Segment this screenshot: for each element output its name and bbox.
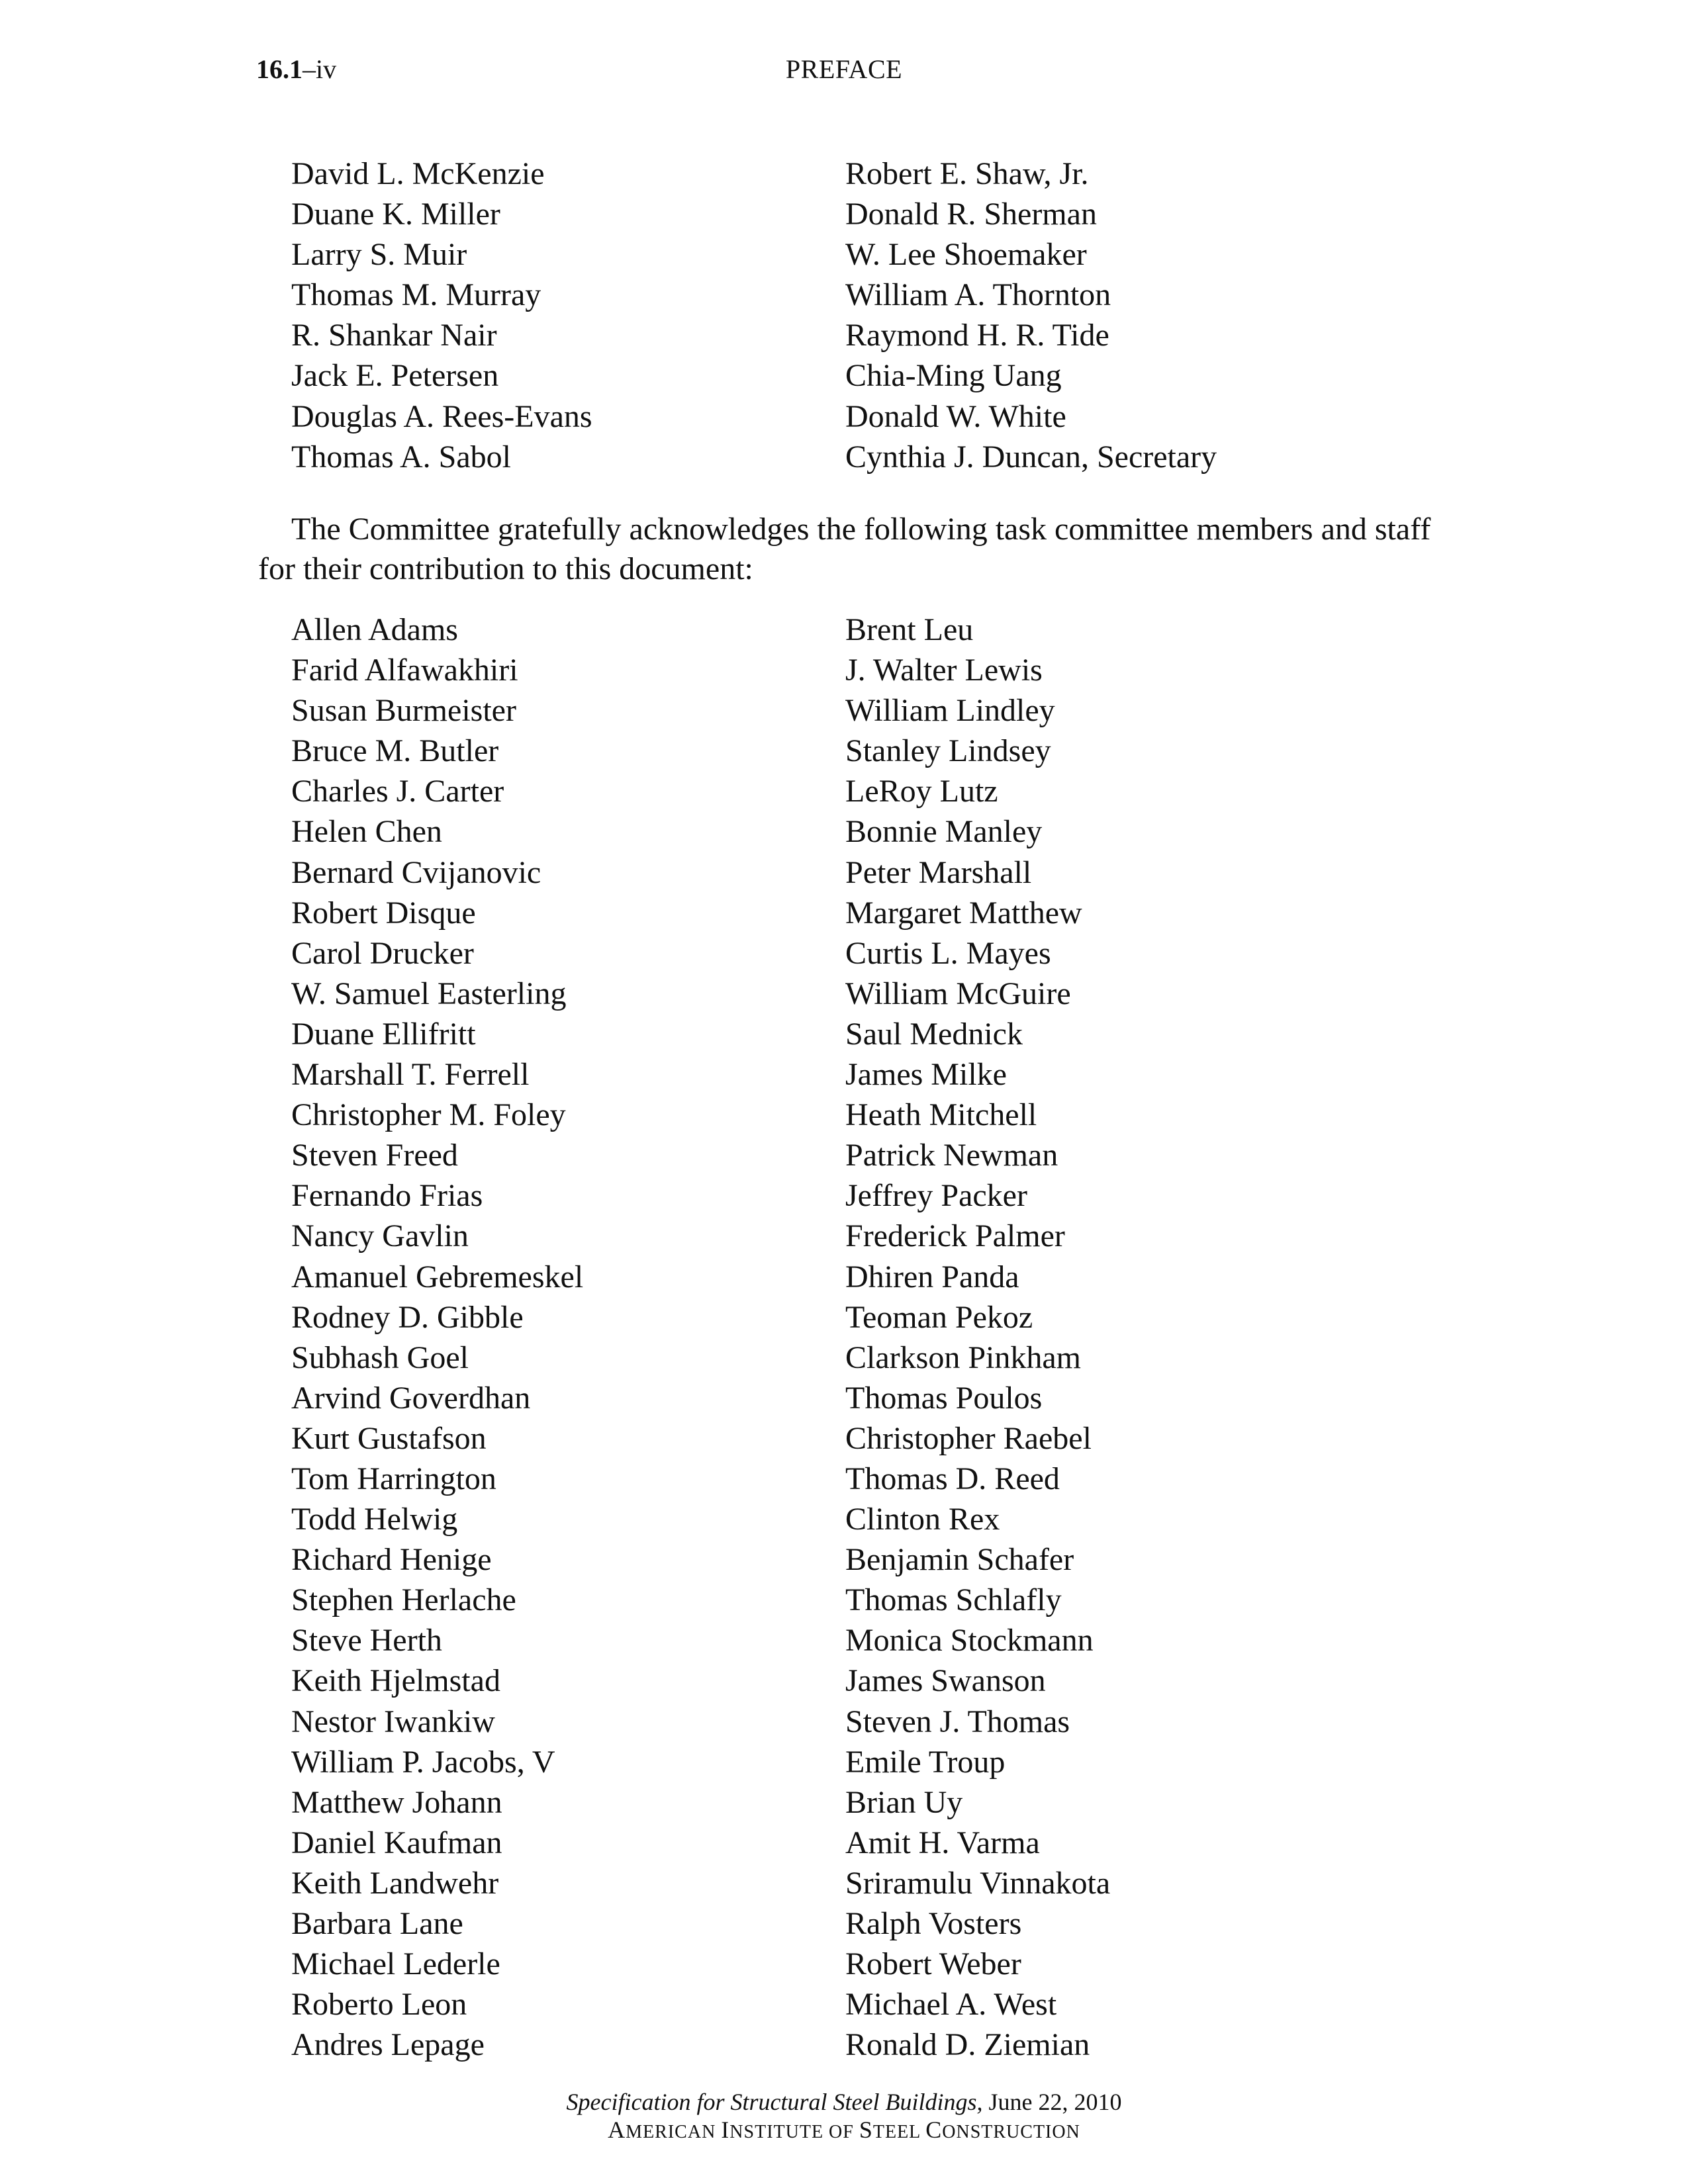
publisher-initial: C: [925, 2116, 943, 2143]
name-item: Kurt Gustafson: [291, 1420, 487, 1456]
name-item: Michael Lederle: [291, 1946, 500, 1982]
name-item: Ralph Vosters: [845, 1906, 1022, 1941]
name-item: Bonnie Manley: [845, 814, 1043, 850]
name-item: Clinton Rex: [845, 1502, 1000, 1537]
task-committee-list-right: [845, 610, 1110, 2065]
publisher-rest: TEEL: [872, 2122, 926, 2142]
name-item: Helen Chen: [291, 814, 442, 850]
footer-spec-title: Specification for Structural Steel Buildings,: [566, 2089, 983, 2115]
name-item: Allen Adams: [291, 612, 458, 647]
name-item: Robert Weber: [845, 1946, 1021, 1982]
name-item: Carol Drucker: [291, 935, 474, 971]
name-item: Marshall T. Ferrell: [291, 1057, 530, 1093]
name-item: William McGuire: [845, 976, 1071, 1011]
name-item: J. Walter Lewis: [845, 653, 1043, 688]
name-item: Bernard Cvijanovic: [291, 854, 541, 890]
name-item: Todd Helwig: [291, 1502, 458, 1537]
name-item: Saul Mednick: [845, 1016, 1023, 1052]
name-item: Susan Burmeister: [291, 693, 516, 729]
name-item: Jack E. Petersen: [291, 358, 499, 394]
name-item: Douglas A. Rees-Evans: [291, 398, 592, 434]
name-item: Stanley Lindsey: [845, 733, 1051, 769]
publisher-rest: MERICAN: [626, 2122, 722, 2142]
name-item: Robert Disque: [291, 895, 476, 931]
name-item: R. Shankar Nair: [291, 318, 497, 353]
committee-list-left: [291, 154, 592, 477]
name-item: Arvind Goverdhan: [291, 1380, 531, 1416]
name-item: Nestor Iwankiw: [291, 1704, 495, 1739]
name-item: James Swanson: [845, 1663, 1046, 1699]
name-item: Steve Herth: [291, 1623, 442, 1659]
name-item: William P. Jacobs, V: [291, 1744, 555, 1780]
name-item: Christopher M. Foley: [291, 1097, 566, 1133]
publisher-initial: I: [721, 2116, 730, 2143]
name-item: Emile Troup: [845, 1744, 1006, 1780]
name-item: Raymond H. R. Tide: [845, 318, 1109, 353]
name-item: Ronald D. Ziemian: [845, 2027, 1090, 2063]
name-item: Robert E. Shaw, Jr.: [845, 156, 1089, 191]
name-item: William Lindley: [845, 693, 1055, 729]
name-item: Thomas Poulos: [845, 1380, 1043, 1416]
name-item: Cynthia J. Duncan, Secretary: [845, 439, 1217, 475]
name-item: Fernando Frias: [291, 1178, 483, 1214]
acknowledgment-paragraph: The Committee gratefully acknowledges the following task committee members and staff for their contribution to this document:: [258, 512, 1431, 586]
task-committee-list-left: [291, 610, 583, 2065]
name-item: Donald W. White: [845, 398, 1066, 434]
name-item: Patrick Newman: [845, 1138, 1058, 1173]
publisher-rest: NSTITUTE OF: [729, 2122, 859, 2142]
name-item: Thomas Schlafly: [845, 1582, 1062, 1618]
name-item: Donald R. Sherman: [845, 197, 1097, 232]
name-item: Curtis L. Mayes: [845, 935, 1051, 971]
name-item: Andres Lepage: [291, 2027, 485, 2063]
publisher-rest: ONSTRUCTION: [942, 2122, 1080, 2142]
name-item: Matthew Johann: [291, 1784, 502, 1820]
name-item: Roberto Leon: [291, 1987, 467, 2023]
name-item: LeRoy Lutz: [845, 774, 998, 809]
name-item: W. Lee Shoemaker: [845, 237, 1087, 273]
name-item: Teoman Pekoz: [845, 1299, 1033, 1335]
footer-spec-line: [0, 2088, 1688, 2116]
name-item: Rodney D. Gibble: [291, 1299, 524, 1335]
name-item: Steven Freed: [291, 1138, 458, 1173]
name-item: Amit H. Varma: [845, 1825, 1040, 1860]
name-item: Heath Mitchell: [845, 1097, 1037, 1133]
publisher-initial: A: [608, 2116, 626, 2143]
name-item: Keith Hjelmstad: [291, 1663, 500, 1699]
name-item: Frederick Palmer: [845, 1218, 1065, 1254]
name-item: Barbara Lane: [291, 1906, 463, 1941]
committee-list-right: [845, 154, 1217, 477]
name-item: Clarkson Pinkham: [845, 1340, 1081, 1375]
footer-publisher: [0, 2116, 1688, 2146]
name-item: Duane K. Miller: [291, 197, 500, 232]
running-head: PREFACE: [785, 54, 903, 84]
name-item: Michael A. West: [845, 1987, 1057, 2023]
name-item: David L. McKenzie: [291, 156, 545, 191]
name-item: Thomas A. Sabol: [291, 439, 511, 475]
name-item: Monica Stockmann: [845, 1623, 1094, 1659]
page-number-section: 16.1: [256, 54, 303, 84]
name-item: Margaret Matthew: [845, 895, 1082, 931]
name-item: Benjamin Schafer: [845, 1542, 1074, 1578]
name-item: Bruce M. Butler: [291, 733, 499, 769]
name-item: Thomas M. Murray: [291, 277, 541, 313]
name-item: Keith Landwehr: [291, 1865, 499, 1901]
name-item: Charles J. Carter: [291, 774, 504, 809]
name-item: Daniel Kaufman: [291, 1825, 502, 1860]
name-item: Richard Henige: [291, 1542, 492, 1578]
name-item: William A. Thornton: [845, 277, 1111, 313]
name-item: Chia-Ming Uang: [845, 358, 1062, 394]
name-item: Brian Uy: [845, 1784, 963, 1820]
name-item: Dhiren Panda: [845, 1259, 1019, 1295]
publisher-initial: S: [859, 2116, 873, 2143]
name-item: Farid Alfawakhiri: [291, 653, 518, 688]
name-item: Brent Leu: [845, 612, 974, 647]
name-item: Amanuel Gebremeskel: [291, 1259, 584, 1295]
page-number-suffix: –iv: [303, 54, 337, 84]
name-item: Nancy Gavlin: [291, 1218, 469, 1254]
name-item: Larry S. Muir: [291, 237, 467, 273]
name-item: Jeffrey Packer: [845, 1178, 1027, 1214]
name-item: W. Samuel Easterling: [291, 976, 567, 1011]
name-item: Christopher Raebel: [845, 1420, 1092, 1456]
name-item: Thomas D. Reed: [845, 1461, 1060, 1496]
name-item: Subhash Goel: [291, 1340, 469, 1375]
name-item: Duane Ellifritt: [291, 1016, 476, 1052]
name-item: Tom Harrington: [291, 1461, 496, 1496]
name-item: James Milke: [845, 1057, 1007, 1093]
name-item: Steven J. Thomas: [845, 1704, 1070, 1739]
name-item: Stephen Herlache: [291, 1582, 516, 1618]
name-item: Peter Marshall: [845, 854, 1032, 890]
name-item: Sriramulu Vinnakota: [845, 1865, 1111, 1901]
footer-date: June 22, 2010: [982, 2089, 1122, 2115]
